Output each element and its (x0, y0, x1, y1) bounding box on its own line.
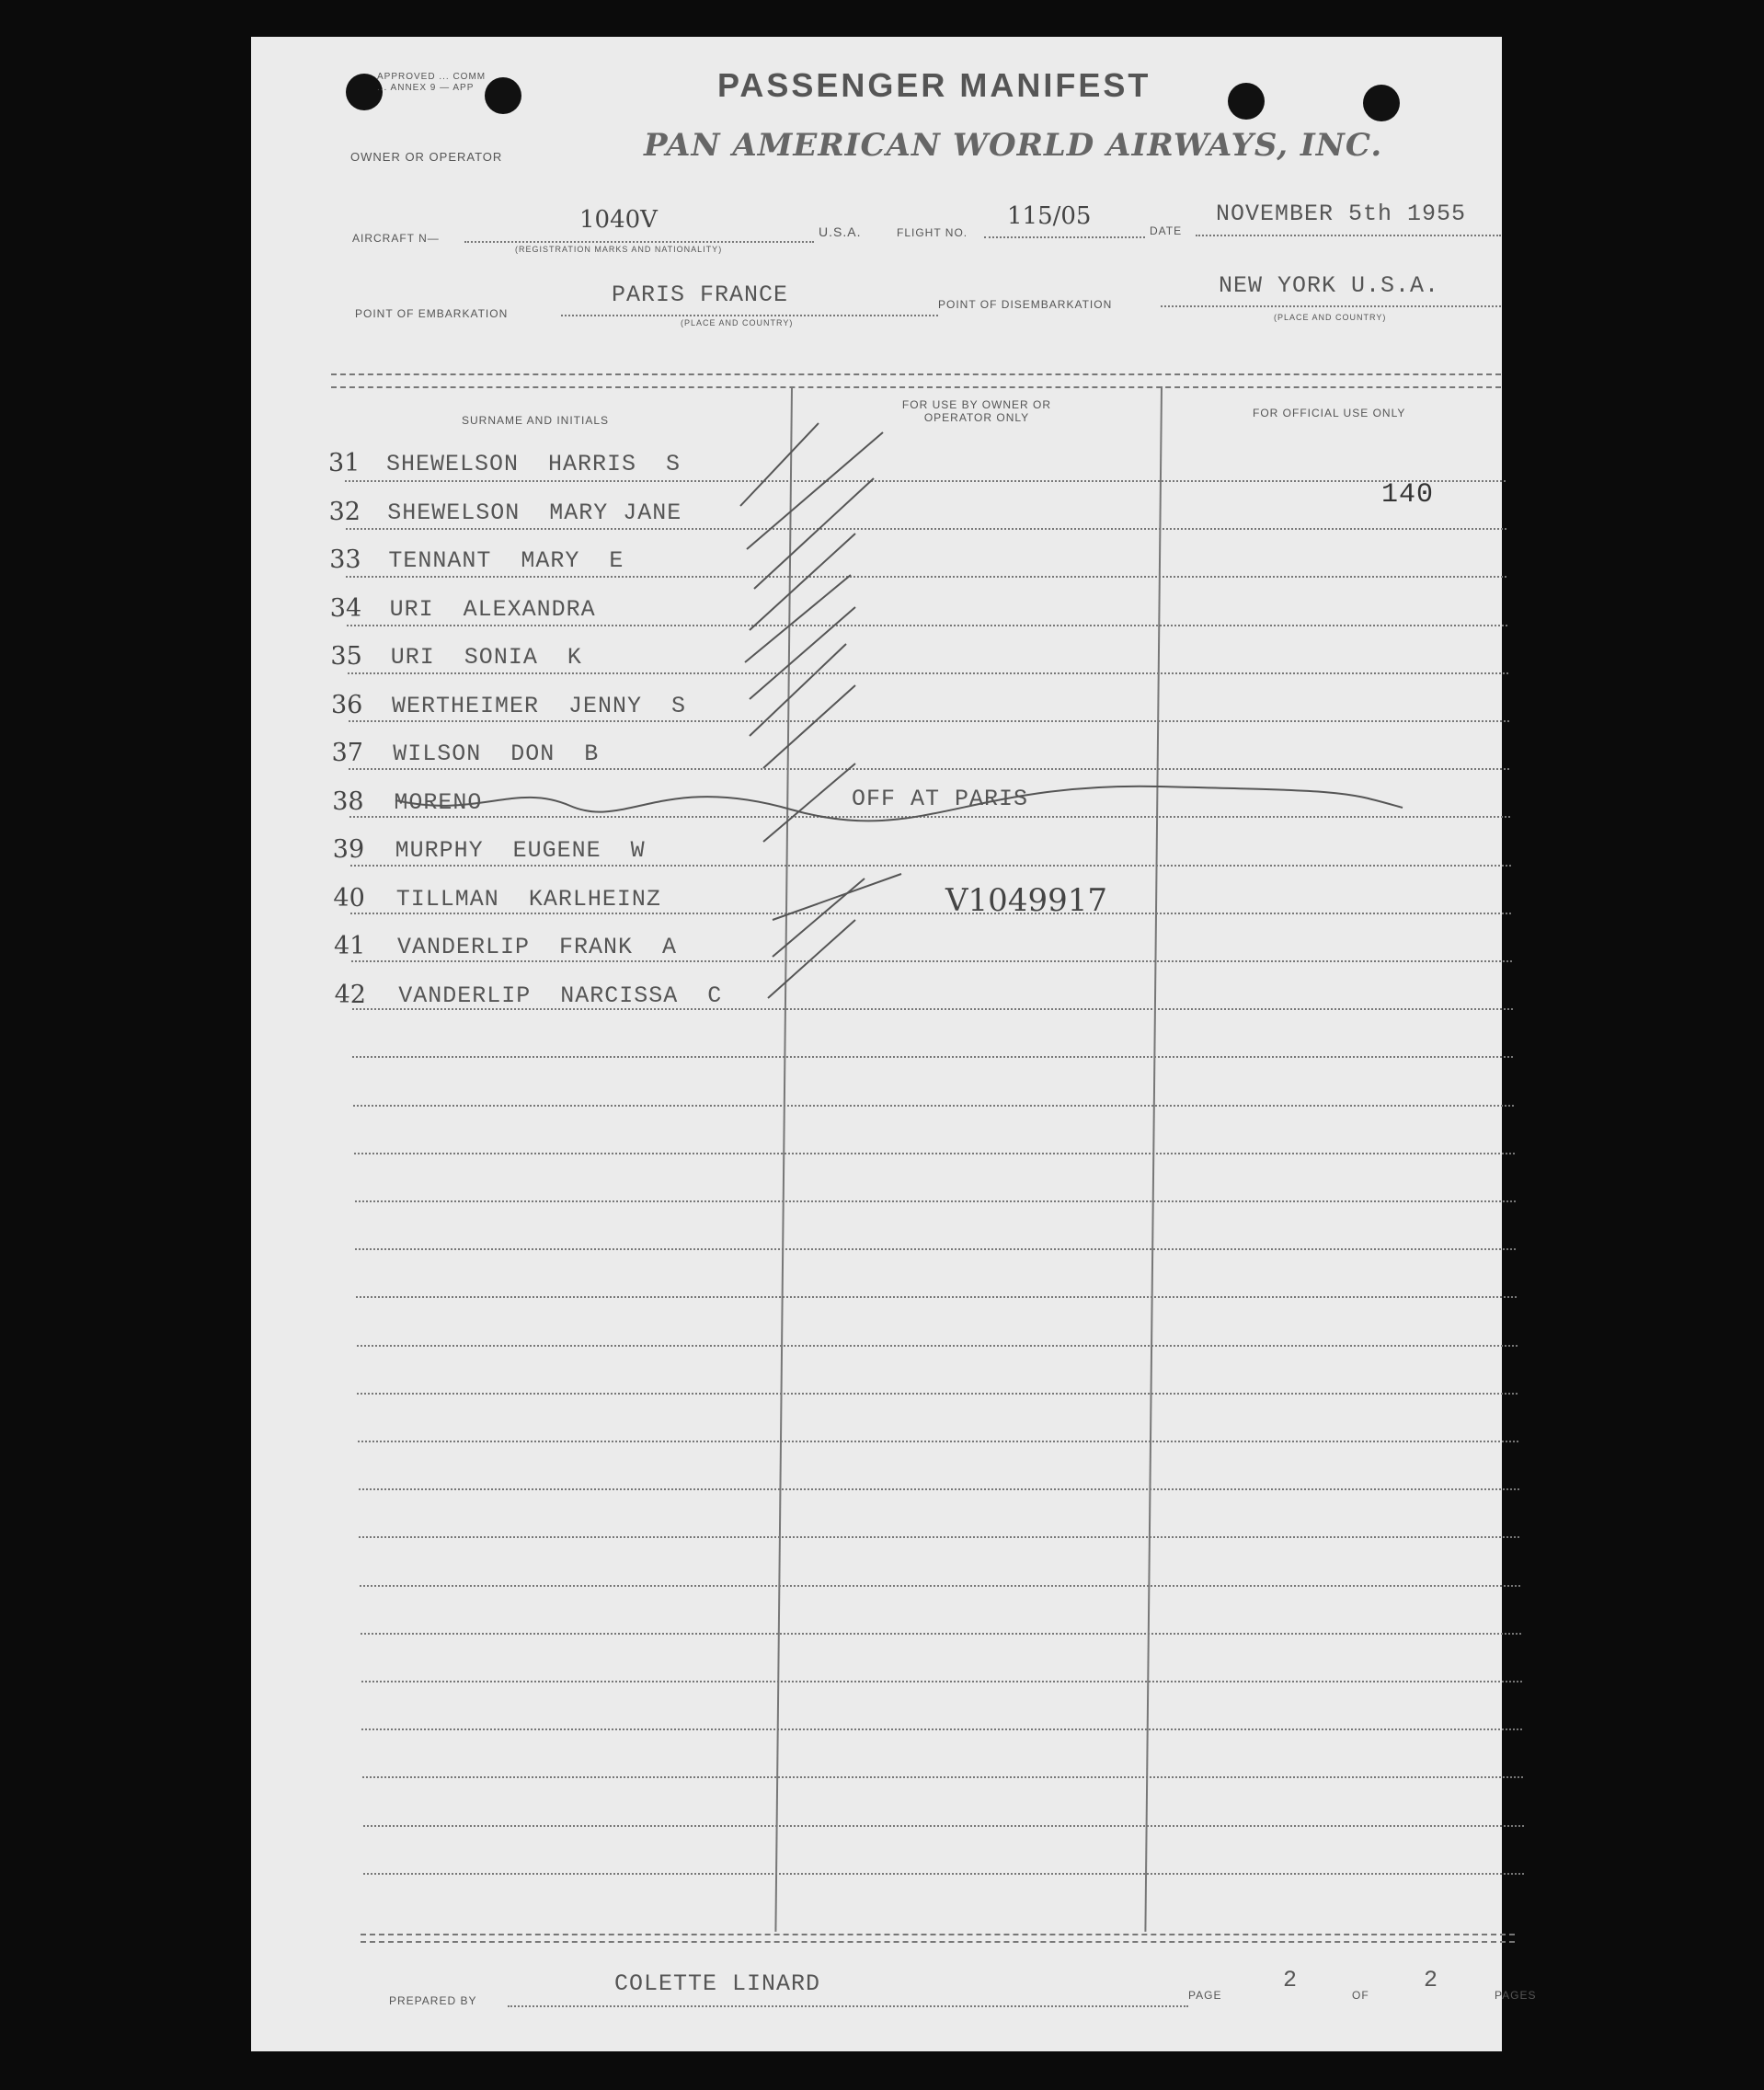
row-number: 33 (329, 545, 361, 574)
owner-note: V1049917 (945, 881, 1107, 919)
flight-no-value: 115/05 (1007, 202, 1092, 230)
row-number: 37 (331, 739, 363, 767)
row-number: 42 (334, 980, 366, 1009)
aircraft-value: 1040V (579, 206, 658, 234)
column-header-owner: FOR USE BY OWNER OR OPERATOR ONLY (901, 398, 1052, 424)
row-number: 39 (332, 835, 365, 864)
flight-no-label: FLIGHT NO. (897, 226, 968, 239)
approval-stamp: APPROVED ... COMM ... ANNEX 9 — APP (377, 72, 487, 93)
embarkation-label: POINT OF EMBARKATION (355, 307, 509, 320)
disembarkation-note: (PLACE AND COUNTRY) (1274, 313, 1387, 322)
page-title: PASSENGER MANIFEST (717, 66, 1151, 104)
row-number: 32 (328, 497, 361, 526)
company-name: PAN AMERICAN WORLD AIRWAYS, INC. (644, 127, 1383, 164)
owner-note: OFF AT PARIS (852, 785, 1029, 812)
usa-label: U.S.A. (819, 224, 862, 239)
passenger-name: VANDERLIP FRANK A (397, 934, 678, 960)
row-number: 34 (329, 593, 362, 623)
column-header-official: FOR OFFICIAL USE ONLY (1253, 407, 1406, 419)
passenger-name: TENNANT MARY E (388, 547, 624, 574)
registration-note: (REGISTRATION MARKS AND NATIONALITY) (515, 245, 723, 254)
passenger-name: MURPHY EUGENE W (395, 837, 646, 864)
page-label: PAGE (1188, 1989, 1222, 2002)
row-number: 38 (332, 787, 364, 816)
row-number: 40 (333, 883, 365, 913)
official-note: 140 (1381, 478, 1435, 511)
owner-operator-label: OWNER OR OPERATOR (350, 150, 503, 164)
passenger-name: TILLMAN KARLHEINZ (395, 885, 661, 913)
date-value: NOVEMBER 5th 1955 (1216, 201, 1467, 227)
disembarkation-value: NEW YORK U.S.A. (1219, 272, 1440, 299)
row-number: 31 (328, 449, 361, 477)
passenger-name: VANDERLIP NARCISSA C (398, 982, 723, 1009)
passenger-name: WERTHEIMER JENNY S (392, 692, 687, 719)
row-number: 35 (330, 642, 362, 671)
date-label: DATE (1150, 224, 1183, 237)
aircraft-label: AIRCRAFT N— (352, 232, 440, 245)
passenger-name: URI ALEXANDRA (389, 595, 596, 623)
of-value: 2 (1424, 1967, 1439, 1993)
prepared-by-label: PREPARED BY (389, 1994, 477, 2007)
passenger-name: SHEWELSON MARY JANE (387, 499, 682, 526)
embarkation-value: PARIS FRANCE (612, 281, 789, 308)
embarkation-note: (PLACE AND COUNTRY) (681, 318, 794, 327)
row-number: 36 (331, 690, 363, 719)
page-value: 2 (1283, 1967, 1299, 1993)
row-number: 41 (334, 932, 366, 960)
column-header-names: SURNAME AND INITIALS (462, 414, 610, 427)
disembarkation-label: POINT OF DISEMBARKATION (938, 298, 1113, 311)
passenger-name: SHEWELSON HARRIS S (386, 451, 682, 477)
prepared-by-value: COLETTE LINARD (614, 1970, 821, 1997)
passenger-name: URI SONIA K (390, 644, 582, 671)
passenger-name: WILSON DON B (393, 741, 600, 767)
passenger-name: MORENO (394, 788, 483, 816)
pages-label: PAGES (1495, 1989, 1537, 2002)
of-label: OF (1352, 1989, 1369, 2002)
